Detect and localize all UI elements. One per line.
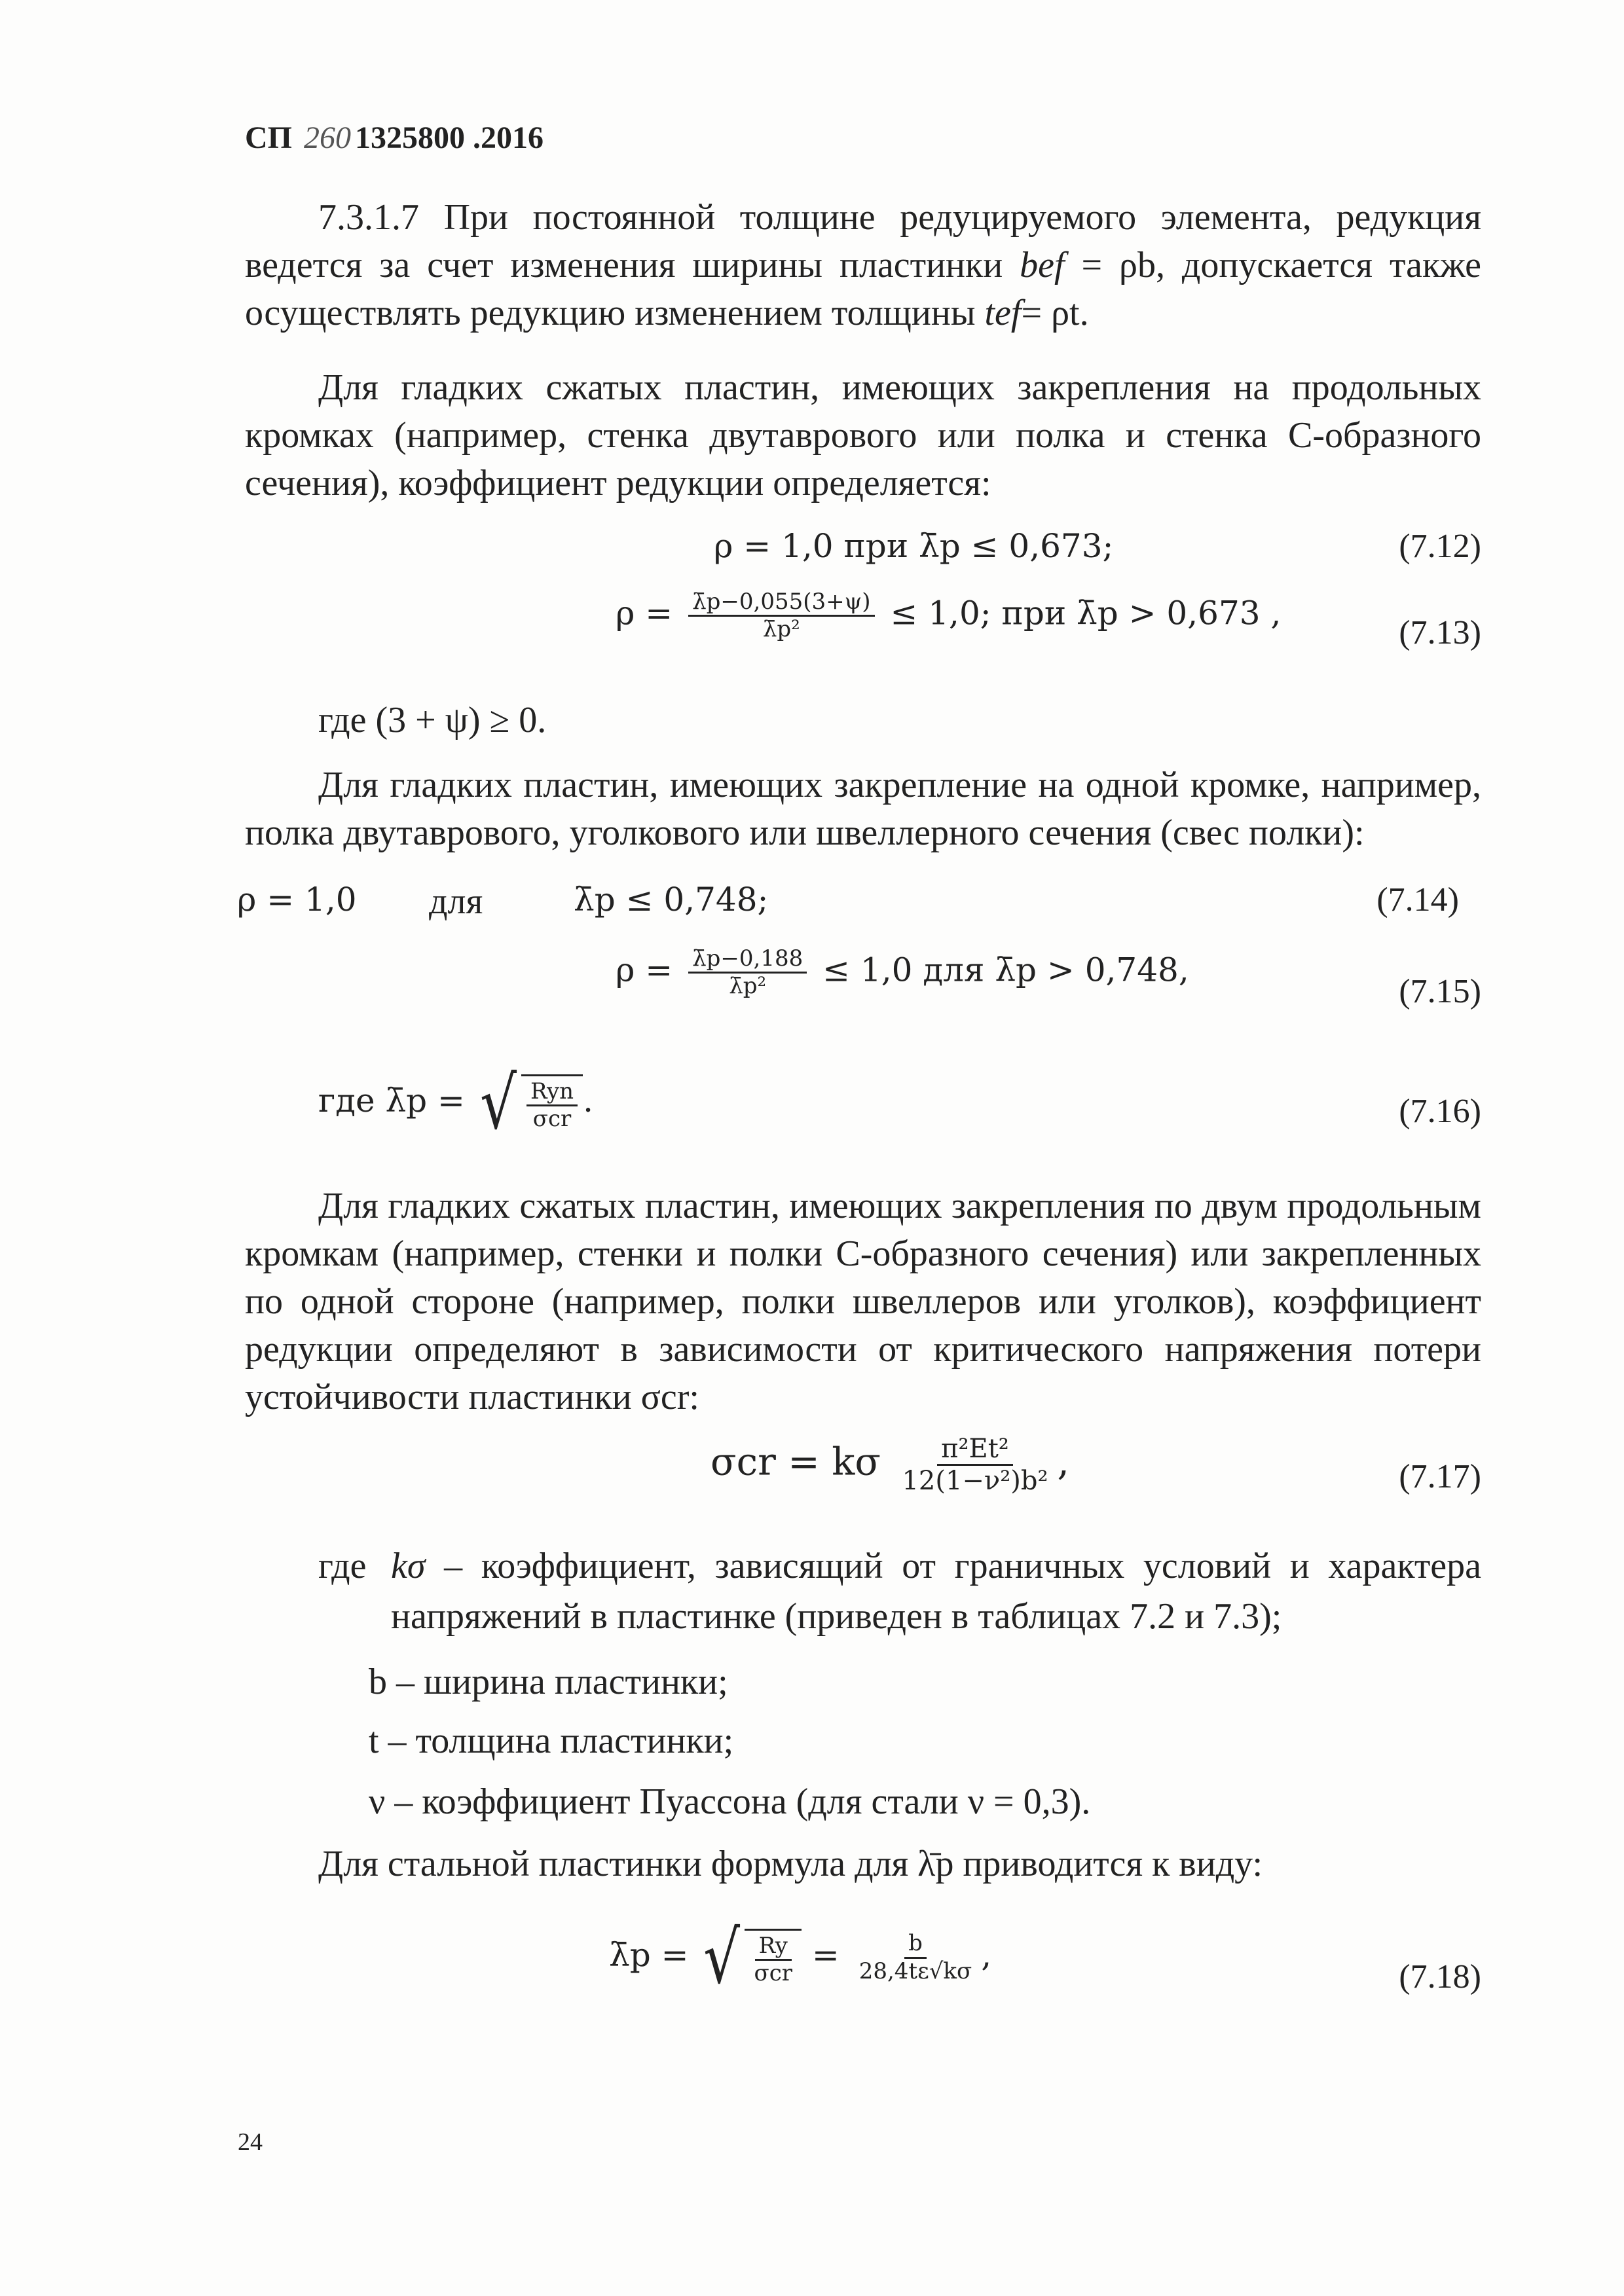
eq-7-17-fraction	[898, 1434, 1052, 1496]
equation-7-13	[616, 589, 1281, 642]
eq-7-15-fraction	[688, 946, 807, 999]
eq-7-18-sqrt	[699, 1916, 802, 1999]
header-year: .2016	[473, 120, 544, 155]
k-sigma-symbol: kσ	[391, 1546, 426, 1586]
equation-number-7-17: (7.17)	[1399, 1458, 1481, 1495]
eq-7-18-fraction-1	[750, 1933, 796, 1986]
eq-7-18-radicand	[745, 1929, 802, 1986]
eq-7-16-numerator: Ryn	[526, 1079, 578, 1106]
equation-number-7-18: (7.18)	[1399, 1958, 1481, 1995]
eq-7-15-lhs: ρ =	[616, 951, 673, 989]
definition-t: t – толщина пластинки;	[369, 1721, 734, 1761]
radical-icon: √	[703, 1916, 741, 1999]
definition-b: b – ширина пластинки;	[369, 1662, 728, 1702]
header-prefix: СП	[245, 120, 292, 155]
line-3-text: осуществлять редукцию изменением толщины	[245, 293, 976, 333]
equation-7-14-word: для	[429, 881, 483, 922]
equation-number-7-12: (7.12)	[1399, 528, 1481, 565]
equation-number-7-13: (7.13)	[1399, 614, 1481, 651]
eq-7-18-fraction-2	[855, 1931, 976, 1984]
line-2-text: ведется за счет изменения ширины пластинки	[245, 245, 1003, 285]
equation-7-12: ρ = 1,0 при λ̄p ≤ 0,673;	[714, 527, 1114, 565]
b-ef-symbol: bef	[1020, 245, 1065, 285]
condition-psi: где (3 + ψ) ≥ 0.	[318, 700, 547, 740]
paragraph-7-3-1-7-line-2	[245, 244, 1481, 286]
equation-7-16	[318, 1061, 593, 1145]
page-number: 24	[238, 2128, 263, 2156]
eq-7-13-denominator: λ̄p²	[762, 616, 800, 643]
paragraph-one-edge-plates: Для гладких пластин, имеющих закрепление на одной кромке, например, полка двутаврового, уголкового или швеллерного сечения (свес полки):	[245, 765, 1481, 853]
document-header	[245, 120, 544, 156]
equation-7-14-condition: λ̄p ≤ 0,748;	[574, 881, 769, 919]
t-ef-symbol: tef	[984, 293, 1022, 333]
eq-7-18-equals: =	[811, 1936, 840, 1974]
paragraph-critical-stress: Для гладких сжатых пластин, имеющих закрепления по двум продольным кромкам (например, стенки и полки C-образного сечения) или закрепленных по одной стороне (например, полки швеллеров или уголков), коэффициент редукции определяют в зависимости от критического напряжения потери устойчивости пластинки σcr:	[245, 1186, 1481, 1417]
eq-7-16-radicand	[521, 1074, 583, 1132]
eq-7-18-denominator-2: 28,4tε√kσ	[858, 1958, 972, 1984]
eq-7-15-rhs: ≤ 1,0 для λ̄p > 0,748,	[822, 951, 1189, 989]
eq-7-18-tail: ,	[981, 1936, 992, 1974]
eq-7-13-numerator: λ̄p−0,055(3+ψ)	[688, 589, 874, 617]
radical-icon: √	[479, 1061, 517, 1145]
paragraph-smooth-compressed-plates: Для гладких сжатых пластин, имеющих закрепления на продольных кромках (например, стенка двутаврового или полка и стенка C-образного сечения), коэффициент редукции определяется:	[245, 367, 1481, 503]
header-code: 1325800	[355, 120, 465, 155]
eq-7-17-denominator: 12(1−ν²)b²	[902, 1466, 1048, 1496]
equation-number-7-14: (7.14)	[1376, 881, 1459, 919]
eq-7-18-denominator-1: σcr	[754, 1960, 792, 1986]
eq-7-18-numerator-1: Ry	[755, 1933, 792, 1961]
paragraph-7-3-1-7-line-3	[245, 292, 1089, 334]
eq-7-18-numerator-2: b	[904, 1931, 927, 1958]
eq-7-13-rhs: ≤ 1,0; при λ̄p > 0,673 ,	[890, 594, 1282, 632]
equation-number-7-15: (7.15)	[1399, 973, 1481, 1010]
eq-7-15-denominator: λ̄p²	[729, 973, 767, 1000]
definition-k-sigma-line-2: напряжений в пластинке (приведен в таблицах 7.2 и 7.3);	[391, 1596, 1282, 1637]
eq-7-16-lhs: где λ̄p =	[318, 1082, 465, 1120]
eq-7-16-tail: .	[583, 1082, 593, 1120]
line-3-tail: = ρt.	[1021, 293, 1089, 333]
eq-7-17-numerator: π²Et²	[937, 1434, 1013, 1466]
eq-7-13-fraction	[688, 589, 874, 642]
eq-7-13-lhs: ρ =	[616, 594, 673, 632]
handwritten-number: 260	[304, 120, 351, 155]
equation-7-14-lhs: ρ = 1,0	[237, 881, 357, 919]
definition-nu: ν – коэффициент Пуассона (для стали ν = 0,3).	[369, 1781, 1091, 1822]
definitions-intro: где	[318, 1546, 367, 1586]
line-2-tail: = ρb, допускается также	[1081, 245, 1481, 285]
paragraph-steel-plate: Для стальной пластинки формула для λ̄p приводится к виду:	[318, 1844, 1263, 1884]
equation-7-15	[616, 946, 1189, 999]
definition-k-sigma	[391, 1545, 1481, 1587]
paragraph-7-3-1-7-line-1: 7.3.1.7 При постоянной толщине редуцируемого элемента, редукция	[318, 197, 1481, 238]
eq-7-17-lhs: σcr = kσ	[710, 1439, 881, 1484]
equation-number-7-16: (7.16)	[1399, 1093, 1481, 1130]
k-sigma-line-1: – коэффициент, зависящий от граничных условий и характера	[444, 1546, 1482, 1586]
eq-7-16-sqrt	[475, 1061, 583, 1145]
eq-7-15-numerator: λ̄p−0,188	[688, 946, 807, 974]
eq-7-16-denominator: σcr	[532, 1106, 572, 1132]
eq-7-16-fraction	[526, 1079, 578, 1132]
equation-7-17	[710, 1434, 1069, 1496]
eq-7-18-lhs: λ̄p =	[609, 1936, 689, 1974]
eq-7-17-tail: ,	[1057, 1439, 1069, 1484]
equation-7-18	[609, 1916, 992, 1999]
